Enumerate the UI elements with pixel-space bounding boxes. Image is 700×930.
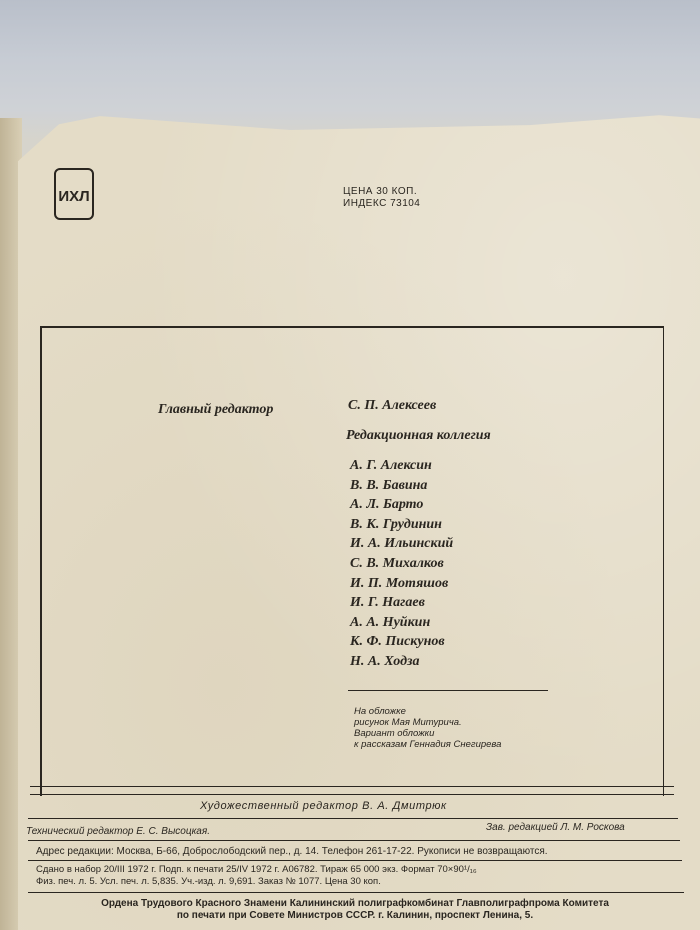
printer-line: по печати при Совете Министров СССР. г. Калинин, проспект Ленина, 5. bbox=[176, 910, 534, 921]
board-member: И. П. Мотяшов bbox=[350, 575, 449, 591]
printer-info bbox=[40, 898, 670, 922]
imprint-rule bbox=[30, 786, 674, 787]
index-text: ИНДЕКС 73104 bbox=[343, 198, 421, 209]
cover-note-line: Вариант обложки bbox=[354, 728, 435, 739]
price-block bbox=[343, 186, 420, 210]
chief-office-line: Зав. редакцией Л. М. Роскова bbox=[486, 822, 625, 833]
price-text: ЦЕНА 30 КОП. bbox=[343, 186, 418, 197]
board-members-list bbox=[350, 456, 453, 672]
cover-note-line: к рассказам Геннадия Снегирева bbox=[354, 739, 502, 750]
board-member: Н. А. Ходза bbox=[350, 653, 420, 669]
board-member: А. Л. Барто bbox=[350, 497, 424, 513]
board-member: В. В. Бавина bbox=[350, 477, 428, 493]
imprint-rule bbox=[30, 794, 674, 795]
publisher-logo-mark bbox=[57, 174, 91, 214]
art-editor-line: Художественный редактор В. А. Дмитрюк bbox=[200, 800, 447, 812]
print-info-line: Физ. печ. л. 5. Усл. печ. л. 5,835. Уч.-изд. л. 9,691. Заказ № 1077. Цена 30 коп. bbox=[36, 876, 381, 887]
svg-text:ИХЛ: ИХЛ bbox=[58, 188, 90, 205]
print-info bbox=[36, 864, 477, 888]
print-info-line: Сдано в набор 20/III 1972 г. Подп. к печати 25/IV 1972 г. А06782. Тираж 65 000 экз. Формат 70×90¹/₁₆ bbox=[36, 864, 477, 875]
chief-editor-label: Главный редактор bbox=[158, 402, 274, 417]
board-member: И. А. Ильинский bbox=[350, 536, 454, 552]
board-member: С. В. Михалков bbox=[350, 555, 444, 571]
board-member: К. Ф. Пискунов bbox=[350, 634, 445, 650]
editorial-board-title: Редакционная коллегия bbox=[346, 428, 491, 443]
imprint-rule bbox=[28, 892, 684, 893]
board-member: А. Г. Алексин bbox=[350, 458, 432, 473]
cover-note-line: рисунок Мая Митурича. bbox=[354, 717, 462, 728]
tech-editor-line: Технический редактор Е. С. Высоцкая. bbox=[26, 826, 210, 837]
address-line: Адрес редакции: Москва, Б-66, Доброслободский пер., д. 14. Телефон 261-17-22. Рукописи не возвращаются. bbox=[36, 846, 548, 857]
cover-note bbox=[354, 706, 501, 750]
chief-editor-name: С. П. Алексеев bbox=[348, 398, 437, 413]
publisher-logo bbox=[54, 168, 94, 220]
imprint-rule bbox=[28, 840, 680, 841]
board-member: В. К. Грудинин bbox=[350, 516, 442, 532]
imprint-rule bbox=[28, 818, 678, 819]
printer-line: Ордена Трудового Красного Знамени Калининский полиграфкомбинат Главполиграфпрома Комитета bbox=[101, 898, 609, 909]
cover-note-line: На обложке bbox=[354, 706, 406, 717]
board-member: И. Г. Нагаев bbox=[350, 595, 425, 611]
cover-note-divider bbox=[348, 690, 548, 691]
board-member: А. А. Нуйкин bbox=[350, 614, 431, 630]
imprint-rule bbox=[28, 860, 682, 861]
